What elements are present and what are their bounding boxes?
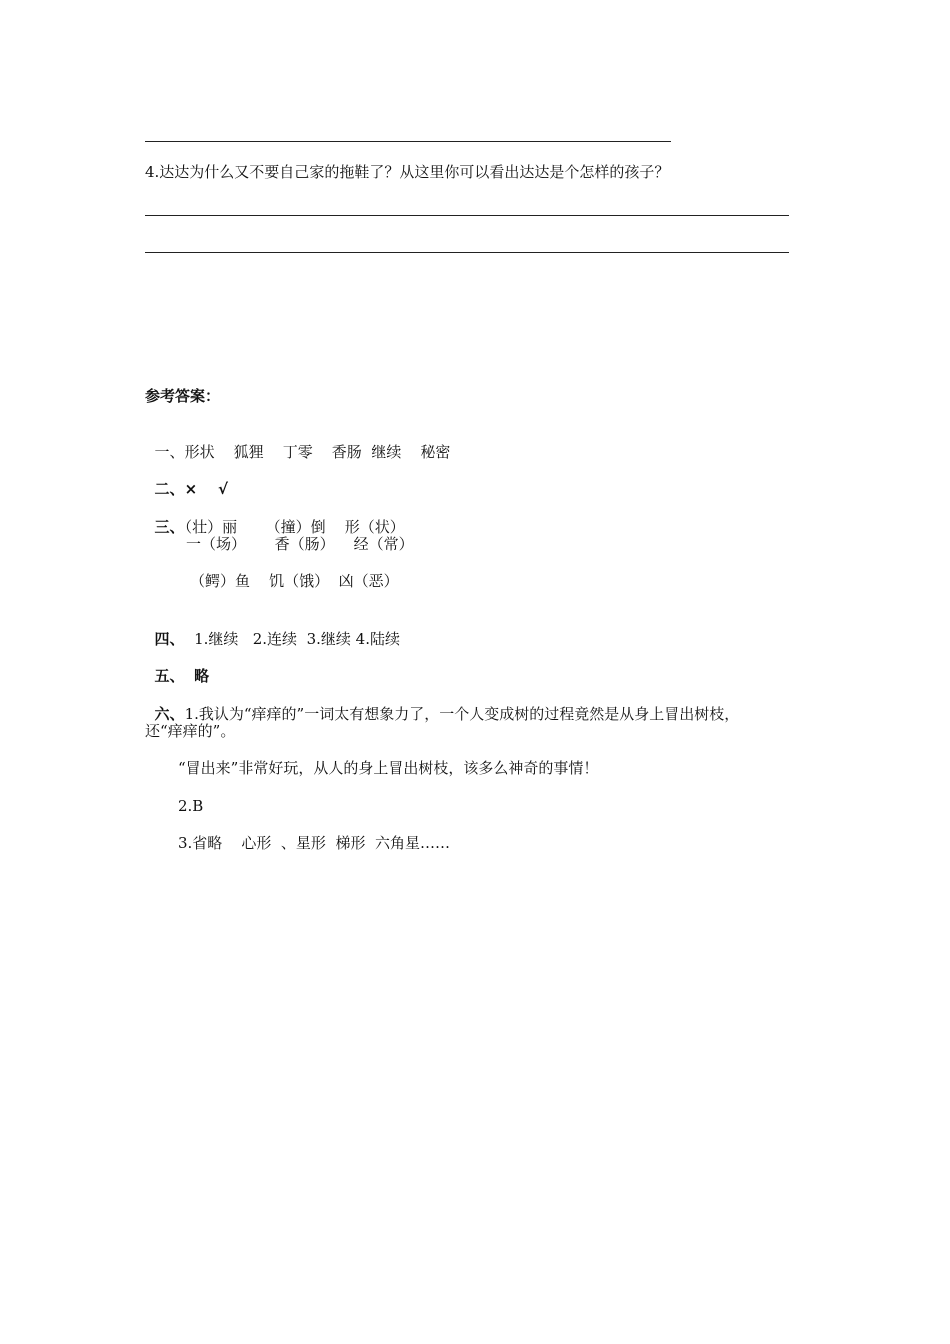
section-4-number: 四、	[154, 630, 185, 648]
section-3-row-2: 一（场） 香（肠） 经（常）	[186, 535, 414, 553]
answer-section-6	[145, 684, 739, 724]
section-6-line-1: 1.我认为“痒痒的”一词太有想象力了，一个人变成树的过程竟然是从身上冒出树枝，	[184, 705, 740, 723]
answer-section-1	[145, 422, 450, 462]
section-1-number: 一、	[154, 443, 185, 461]
answer-section-2	[145, 459, 228, 499]
answer-line-q4-2	[145, 252, 789, 253]
answer-line-q4-1	[145, 215, 789, 216]
answer-section-4	[145, 609, 400, 649]
section-1-text: 形状 狐狸 丁零 香肠 继续 秘密	[184, 443, 451, 461]
answer-section-5	[145, 646, 209, 686]
section-3-row-3: （鳄）鱼 饥（饿） 凶（恶）	[190, 572, 399, 590]
section-4-text: 1.继续 2.连续 3.继续 4.陆续	[194, 630, 400, 648]
section-3-row-1: （壮）丽 （撞）倒 形（状）	[184, 518, 405, 536]
section-6-line-4: 2.B	[178, 797, 204, 815]
answer-section-3	[145, 497, 405, 537]
section-2-text: × √	[184, 480, 229, 498]
answer-line-q3	[145, 141, 671, 142]
section-6-line-5: 3.省略 心形 、星形 梯形 六角星……	[178, 834, 450, 852]
question-4: 4.达达为什么又不要自己家的拖鞋了？从这里你可以看出达达是个怎样的孩子？	[145, 163, 670, 181]
section-6-line-2: 还“痒痒的”。	[145, 722, 236, 740]
section-5-number: 五、	[154, 667, 185, 685]
section-5-text: 略	[194, 667, 210, 685]
section-3-number: 三、	[154, 518, 185, 536]
answers-heading: 参考答案：	[145, 387, 221, 405]
section-2-number: 二、	[154, 480, 185, 498]
section-6-line-3: “冒出来”非常好玩，从人的身上冒出树枝，该多么神奇的事情！	[178, 759, 599, 777]
section-6-number: 六、	[154, 705, 185, 723]
